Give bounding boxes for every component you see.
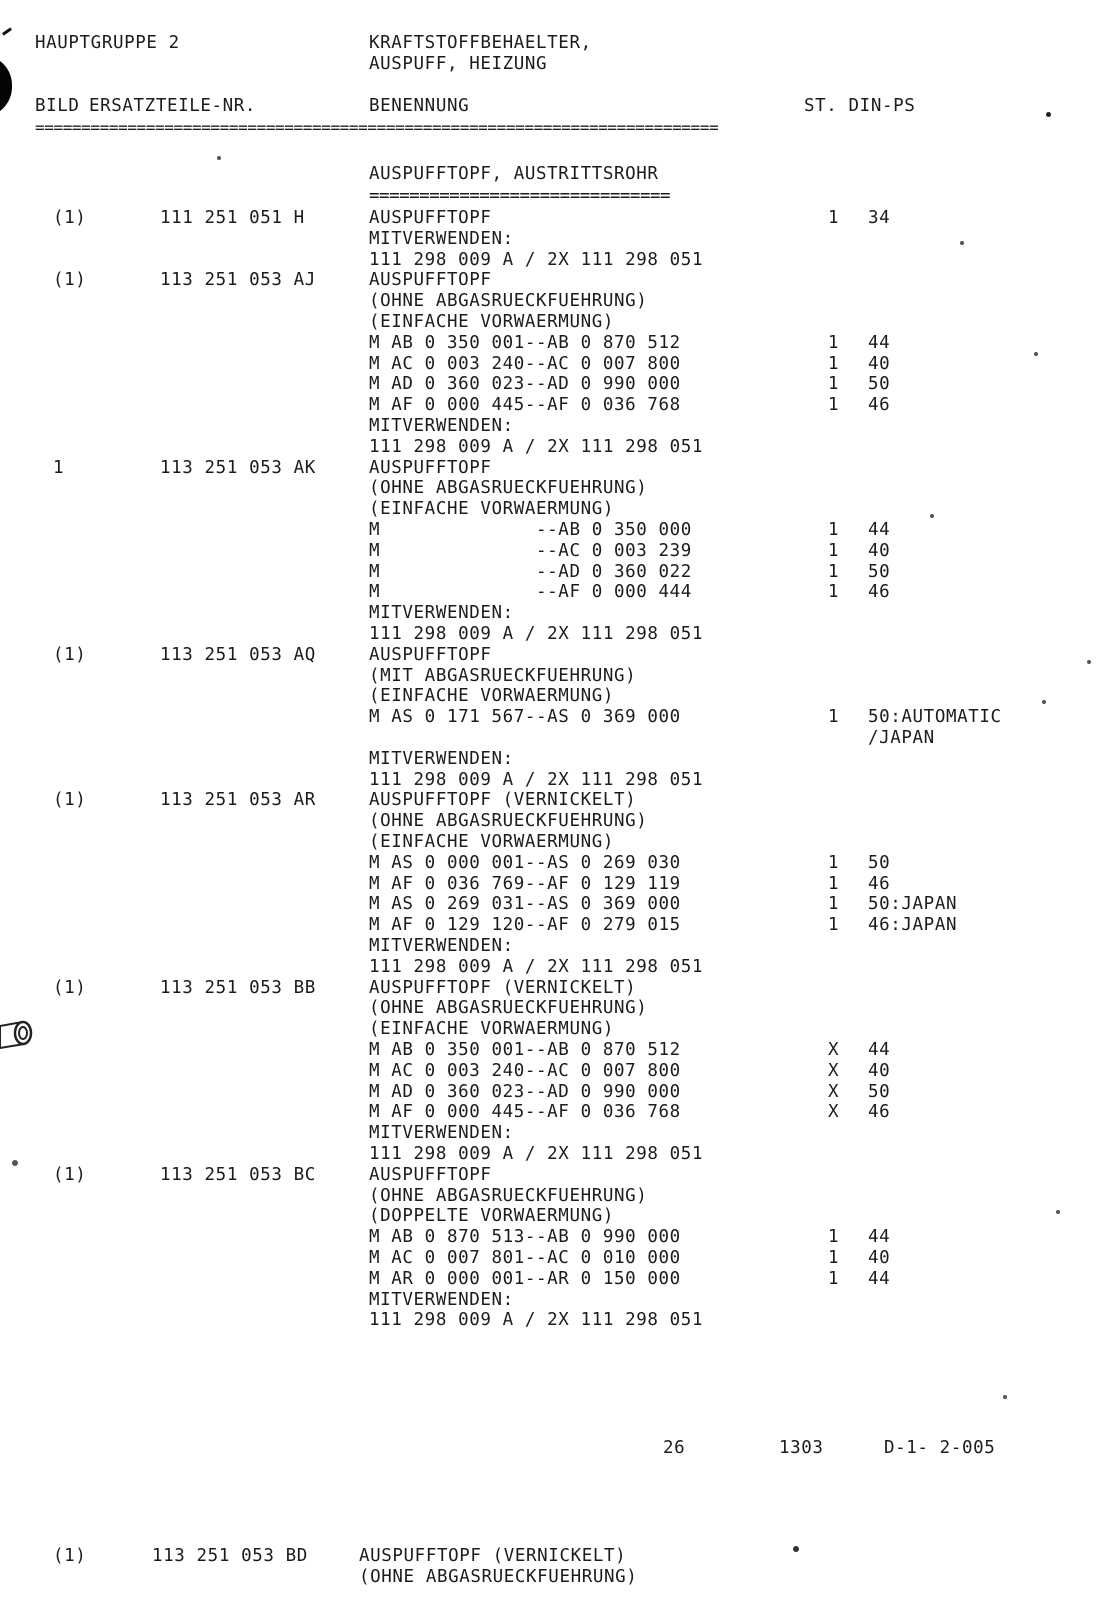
row-quantity: 1 xyxy=(828,707,840,727)
margin-mark xyxy=(2,27,12,35)
row-din-ps: 44 xyxy=(868,1040,891,1060)
row-description: (MIT ABGASRUECKFUEHRUNG) xyxy=(369,666,637,686)
row-quantity: 1 xyxy=(828,354,840,374)
scan-speck xyxy=(1046,112,1051,117)
row-description: AUSPUFFTOPF xyxy=(369,1165,492,1185)
next-description: AUSPUFFTOPF (VERNICKELT) xyxy=(359,1546,627,1566)
row-description: 111 298 009 A / 2X 111 298 051 xyxy=(369,250,704,270)
row-description: (EINFACHE VORWAERMUNG) xyxy=(369,499,614,519)
row-description: (OHNE ABGASRUECKFUEHRUNG) xyxy=(369,478,648,498)
row-quantity: X xyxy=(828,1102,840,1122)
next-bild: (1) xyxy=(53,1546,87,1566)
row-quantity: 1 xyxy=(828,894,840,914)
next-part-number: 113 251 053 BD xyxy=(152,1546,308,1566)
column-header-bild: BILD xyxy=(35,96,80,116)
row-description: M AF 0 000 445--AF 0 036 768 xyxy=(369,1102,681,1122)
page-number: 26 xyxy=(663,1438,686,1458)
row-din-ps: 44 xyxy=(868,1269,891,1289)
row-bild: (1) xyxy=(53,1165,87,1185)
row-description: (OHNE ABGASRUECKFUEHRUNG) xyxy=(369,1186,648,1206)
row-description: (DOPPELTE VORWAERMUNG) xyxy=(369,1206,614,1226)
row-part-number: 113 251 053 BC xyxy=(160,1165,316,1185)
row-din-ps: 40 xyxy=(868,354,891,374)
row-description: M AS 0 269 031--AS 0 369 000 xyxy=(369,894,681,914)
next-description-2: (OHNE ABGASRUECKFUEHRUNG) xyxy=(359,1567,638,1587)
row-din-ps: 40 xyxy=(868,1248,891,1268)
row-description: M --AF 0 000 444 xyxy=(369,582,692,602)
row-part-number: 111 251 051 H xyxy=(160,208,305,228)
row-description: AUSPUFFTOPF xyxy=(369,645,492,665)
section-underline: ============================== xyxy=(369,186,671,206)
row-bild: (1) xyxy=(53,790,87,810)
row-din-ps: 46:JAPAN xyxy=(868,915,958,935)
scan-speck xyxy=(1056,1210,1060,1214)
row-quantity: 1 xyxy=(828,374,840,394)
row-quantity: 1 xyxy=(828,208,840,228)
row-part-number: 113 251 053 AR xyxy=(160,790,316,810)
row-din-ps: 34 xyxy=(868,208,891,228)
row-quantity: 1 xyxy=(828,1248,840,1268)
row-description: M --AB 0 350 000 xyxy=(369,520,692,540)
row-quantity: 1 xyxy=(828,1227,840,1247)
row-description: AUSPUFFTOPF xyxy=(369,458,492,478)
scan-speck xyxy=(217,156,221,160)
row-bild: (1) xyxy=(53,645,87,665)
row-din-ps: 40 xyxy=(868,541,891,561)
row-din-ps: 50:AUTOMATIC xyxy=(868,707,1002,727)
row-description: 111 298 009 A / 2X 111 298 051 xyxy=(369,1144,704,1164)
row-description: M AF 0 000 445--AF 0 036 768 xyxy=(369,395,681,415)
row-bild: (1) xyxy=(53,208,87,228)
row-description: (OHNE ABGASRUECKFUEHRUNG) xyxy=(369,998,648,1018)
row-description: 111 298 009 A / 2X 111 298 051 xyxy=(369,437,704,457)
row-quantity: 1 xyxy=(828,541,840,561)
row-din-ps: 50:JAPAN xyxy=(868,894,958,914)
row-description: (EINFACHE VORWAERMUNG) xyxy=(369,832,614,852)
group-title-line1: KRAFTSTOFFBEHAELTER, xyxy=(369,33,592,53)
row-description: MITVERWENDEN: xyxy=(369,749,514,769)
row-description: M AB 0 350 001--AB 0 870 512 xyxy=(369,1040,681,1060)
row-description: M AS 0 000 001--AS 0 269 030 xyxy=(369,853,681,873)
row-quantity: X xyxy=(828,1082,840,1102)
row-din-ps: /JAPAN xyxy=(868,728,935,748)
row-description: (EINFACHE VORWAERMUNG) xyxy=(369,1019,614,1039)
column-header-part-number: ERSATZTEILE-NR. xyxy=(89,96,257,116)
row-description: AUSPUFFTOPF xyxy=(369,270,492,290)
column-header-qty-power: ST. DIN-PS xyxy=(804,96,916,116)
row-din-ps: 44 xyxy=(868,333,891,353)
row-description: M AC 0 003 240--AC 0 007 800 xyxy=(369,1061,681,1081)
row-description: M AF 0 036 769--AF 0 129 119 xyxy=(369,874,681,894)
row-quantity: X xyxy=(828,1040,840,1060)
row-description: M AB 0 870 513--AB 0 990 000 xyxy=(369,1227,681,1247)
row-description: 111 298 009 A / 2X 111 298 051 xyxy=(369,957,704,977)
row-part-number: 113 251 053 AQ xyxy=(160,645,316,665)
row-din-ps: 50 xyxy=(868,374,891,394)
column-header-name: BENENNUNG xyxy=(369,96,470,116)
row-quantity: 1 xyxy=(828,395,840,415)
row-description: MITVERWENDEN: xyxy=(369,416,514,436)
row-quantity: 1 xyxy=(828,333,840,353)
scan-speck xyxy=(1034,352,1038,356)
scan-speck xyxy=(1042,700,1046,704)
row-description: M AC 0 003 240--AC 0 007 800 xyxy=(369,354,681,374)
row-description: AUSPUFFTOPF (VERNICKELT) xyxy=(369,790,637,810)
row-bild: (1) xyxy=(53,978,87,998)
row-description: M AB 0 350 001--AB 0 870 512 xyxy=(369,333,681,353)
row-part-number: 113 251 053 BB xyxy=(160,978,316,998)
row-din-ps: 50 xyxy=(868,853,891,873)
row-description: (EINFACHE VORWAERMUNG) xyxy=(369,312,614,332)
row-description: M AS 0 171 567--AS 0 369 000 xyxy=(369,707,681,727)
header-double-rule: ========================================================================== xyxy=(35,118,719,137)
row-din-ps: 46 xyxy=(868,874,891,894)
row-description: M AD 0 360 023--AD 0 990 000 xyxy=(369,1082,681,1102)
row-quantity: 1 xyxy=(828,562,840,582)
scan-speck xyxy=(1087,660,1091,664)
section-title: AUSPUFFTOPF, AUSTRITTSROHR xyxy=(369,164,659,184)
row-description: MITVERWENDEN: xyxy=(369,1123,514,1143)
group-title-line2: AUSPUFF, HEIZUNG xyxy=(369,54,548,74)
scan-speck xyxy=(930,514,934,518)
row-quantity: 1 xyxy=(828,874,840,894)
row-din-ps: 50 xyxy=(868,562,891,582)
pipe-fragment-icon xyxy=(0,1018,40,1052)
row-description: 111 298 009 A / 2X 111 298 051 xyxy=(369,1310,704,1330)
row-quantity: 1 xyxy=(828,520,840,540)
row-description: MITVERWENDEN: xyxy=(369,229,514,249)
scan-speck xyxy=(960,241,964,245)
row-description: 111 298 009 A / 2X 111 298 051 xyxy=(369,624,704,644)
catalog-code: 1303 xyxy=(779,1438,824,1458)
row-din-ps: 46 xyxy=(868,395,891,415)
row-description: MITVERWENDEN: xyxy=(369,936,514,956)
row-quantity: 1 xyxy=(828,915,840,935)
row-description: (OHNE ABGASRUECKFUEHRUNG) xyxy=(369,811,648,831)
row-description: 111 298 009 A / 2X 111 298 051 xyxy=(369,770,704,790)
page-reference: D-1- 2-005 xyxy=(884,1438,996,1458)
row-description: M AF 0 129 120--AF 0 279 015 xyxy=(369,915,681,935)
scan-speck xyxy=(1003,1395,1007,1399)
row-description: (EINFACHE VORWAERMUNG) xyxy=(369,686,614,706)
row-quantity: X xyxy=(828,1061,840,1081)
row-din-ps: 46 xyxy=(868,582,891,602)
row-din-ps: 44 xyxy=(868,1227,891,1247)
row-description: M --AD 0 360 022 xyxy=(369,562,692,582)
scan-speck xyxy=(793,1546,799,1552)
row-description: MITVERWENDEN: xyxy=(369,1290,514,1310)
row-description: (OHNE ABGASRUECKFUEHRUNG) xyxy=(369,291,648,311)
row-din-ps: 44 xyxy=(868,520,891,540)
binding-hole-mark xyxy=(0,55,12,117)
row-part-number: 113 251 053 AJ xyxy=(160,270,316,290)
row-din-ps: 40 xyxy=(868,1061,891,1081)
row-description: AUSPUFFTOPF (VERNICKELT) xyxy=(369,978,637,998)
row-description: M AR 0 000 001--AR 0 150 000 xyxy=(369,1269,681,1289)
row-description: M AD 0 360 023--AD 0 990 000 xyxy=(369,374,681,394)
row-description: M AC 0 007 801--AC 0 010 000 xyxy=(369,1248,681,1268)
main-group-label: HAUPTGRUPPE 2 xyxy=(35,33,180,53)
row-din-ps: 46 xyxy=(868,1102,891,1122)
row-bild: 1 xyxy=(53,458,65,478)
row-description: M --AC 0 003 239 xyxy=(369,541,692,561)
row-din-ps: 50 xyxy=(868,1082,891,1102)
row-quantity: 1 xyxy=(828,1269,840,1289)
row-description: MITVERWENDEN: xyxy=(369,603,514,623)
row-bild: (1) xyxy=(53,270,87,290)
row-part-number: 113 251 053 AK xyxy=(160,458,316,478)
row-description: AUSPUFFTOPF xyxy=(369,208,492,228)
row-quantity: 1 xyxy=(828,582,840,602)
row-quantity: 1 xyxy=(828,853,840,873)
scan-speck xyxy=(12,1160,18,1166)
